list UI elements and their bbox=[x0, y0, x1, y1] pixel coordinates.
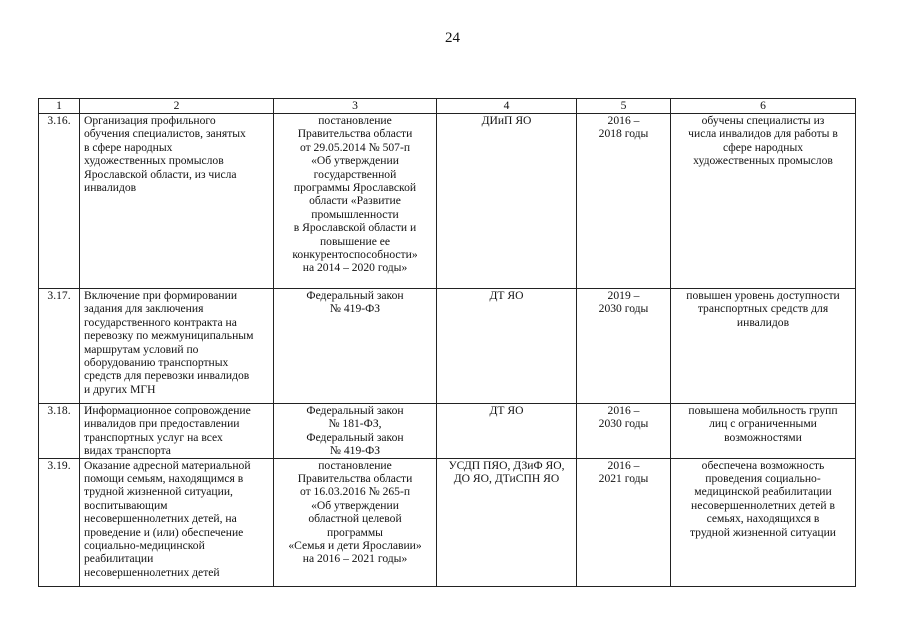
result-line: числа инвалидов для работы в bbox=[688, 127, 838, 141]
executor-cell bbox=[437, 404, 577, 459]
term-line: 2030 годы bbox=[598, 302, 649, 316]
basis-document-cell bbox=[274, 114, 437, 289]
result-line: обеспечена возможность bbox=[701, 458, 825, 472]
basis-document-line: на 2014 – 2020 годы» bbox=[302, 261, 408, 275]
result-line: инвалидов bbox=[736, 315, 790, 329]
basis-document-line: программы bbox=[327, 525, 383, 539]
basis-document-line: Федеральный закон bbox=[306, 404, 404, 417]
result-line: трудной жизненной ситуации bbox=[689, 525, 837, 539]
table-row bbox=[39, 458, 856, 586]
basis-document-line: «Об утверждении bbox=[311, 498, 399, 512]
measure-name-line: задания для заключения bbox=[84, 302, 204, 316]
table-row bbox=[39, 114, 856, 289]
basis-document-line: № 181-ФЗ, bbox=[328, 417, 382, 431]
measure-name-line: перевозку по межмуниципальным bbox=[84, 329, 254, 343]
measure-name-line: транспортных услуг на всех bbox=[84, 430, 223, 444]
measure-name-line: несовершеннолетних детей bbox=[84, 565, 220, 579]
measure-name-cell bbox=[80, 458, 274, 586]
executor-cell bbox=[437, 458, 577, 586]
executor-line: ДИиП ЯО bbox=[481, 114, 532, 127]
row-number: 3.17. bbox=[39, 289, 80, 404]
term-line: 2021 годы bbox=[598, 472, 649, 486]
result-line: повышен уровень доступности bbox=[686, 289, 840, 302]
basis-document-line: Правительства области bbox=[297, 472, 413, 486]
executor-cell bbox=[437, 289, 577, 404]
basis-document-line: «Семья и дети Ярославии» bbox=[288, 539, 422, 553]
column-header-6: 6 bbox=[671, 99, 856, 114]
basis-document-cell bbox=[274, 404, 437, 459]
term-cell bbox=[577, 289, 671, 404]
basis-document-line: постановление bbox=[318, 114, 392, 127]
column-header-3: 3 bbox=[274, 99, 437, 114]
basis-document-line: государственной bbox=[313, 167, 397, 181]
table-row bbox=[39, 289, 856, 404]
result-line: художественных промыслов bbox=[693, 154, 833, 168]
header-row bbox=[39, 99, 856, 114]
measure-name-line: Включение при формировании bbox=[84, 289, 238, 302]
measure-name-line: воспитывающим bbox=[84, 498, 168, 512]
result-cell bbox=[671, 404, 856, 459]
measure-name-line: инвалидов при предоставлении bbox=[84, 417, 240, 431]
measure-name-line: видах транспорта bbox=[84, 444, 171, 458]
measure-name-line: оборудованию транспортных bbox=[84, 356, 229, 370]
measure-name-line: Ярославской области, из числа bbox=[84, 167, 237, 181]
result-line: возможностями bbox=[724, 430, 802, 444]
result-line: лиц с ограниченными bbox=[709, 417, 817, 431]
measure-name-line: помощи семьям, находящимся в bbox=[84, 472, 244, 486]
measure-name-line: Информационное сопровождение bbox=[84, 404, 251, 417]
result-line: сфере народных bbox=[722, 140, 804, 154]
measure-name-line: обучения специалистов, занятых bbox=[84, 127, 246, 141]
term-line: 2019 – bbox=[607, 289, 640, 302]
measure-name-line: социально-медицинской bbox=[84, 539, 205, 553]
measure-name-line: государственного контракта на bbox=[84, 315, 237, 329]
basis-document-line: повышение ее bbox=[319, 234, 391, 248]
result-line: несовершеннолетних детей в bbox=[691, 498, 835, 512]
basis-document-cell bbox=[274, 458, 437, 586]
measure-name-line: трудной жизненной ситуации, bbox=[84, 485, 233, 499]
result-line: медицинской реабилитации bbox=[694, 485, 832, 499]
basis-document-line: от 16.03.2016 № 265-п bbox=[299, 485, 411, 499]
basis-document-line: областной целевой bbox=[308, 512, 402, 526]
table-row bbox=[39, 404, 856, 459]
result-cell bbox=[671, 114, 856, 289]
basis-document-line: промышленности bbox=[311, 207, 399, 221]
column-header-1: 1 bbox=[39, 99, 80, 114]
term-cell bbox=[577, 458, 671, 586]
term-line: 2030 годы bbox=[598, 417, 649, 431]
basis-document-line: в Ярославской области и bbox=[293, 221, 417, 235]
executor-line: ДТ ЯО bbox=[489, 289, 524, 302]
term-cell bbox=[577, 114, 671, 289]
result-cell bbox=[671, 458, 856, 586]
executor-cell bbox=[437, 114, 577, 289]
executor-line: УСДП ПЯО, ДЗиФ ЯО, bbox=[448, 458, 565, 472]
result-cell bbox=[671, 289, 856, 404]
result-line: семьях, находящихся в bbox=[706, 512, 820, 526]
measures-table bbox=[38, 98, 856, 587]
term-line: 2018 годы bbox=[598, 127, 649, 141]
measure-name-line: проведение и (или) обеспечение bbox=[84, 525, 244, 539]
basis-document-line: программы Ярославской bbox=[293, 181, 417, 195]
measure-name-line: несовершеннолетних детей, на bbox=[84, 512, 237, 526]
term-cell bbox=[577, 404, 671, 459]
basis-document-cell bbox=[274, 289, 437, 404]
basis-document-line: Правительства области bbox=[297, 127, 413, 141]
measure-name-cell bbox=[80, 404, 274, 459]
basis-document-line: «Об утверждении bbox=[311, 154, 399, 168]
basis-document-line: № 419-ФЗ bbox=[329, 444, 381, 458]
measure-name-cell bbox=[80, 114, 274, 289]
column-header-5: 5 bbox=[577, 99, 671, 114]
measure-name-line: Оказание адресной материальной bbox=[84, 458, 251, 472]
row-number: 3.18. bbox=[39, 404, 80, 459]
measure-name-line: художественных промыслов bbox=[84, 154, 224, 168]
basis-document-line: Федеральный закон bbox=[306, 430, 404, 444]
column-header-4: 4 bbox=[437, 99, 577, 114]
measure-name-line: реабилитации bbox=[84, 552, 154, 566]
measure-name-line: средств для перевозки инвалидов bbox=[84, 369, 250, 383]
executor-line: ДТ ЯО bbox=[489, 404, 524, 417]
basis-document-line: конкурентоспособности» bbox=[292, 248, 418, 262]
basis-document-line: постановление bbox=[318, 458, 392, 472]
measure-name-cell bbox=[80, 289, 274, 404]
measure-name-line: инвалидов bbox=[84, 181, 137, 195]
result-line: проведения социально- bbox=[705, 472, 821, 486]
column-header-2: 2 bbox=[80, 99, 274, 114]
basis-document-line: области «Развитие bbox=[309, 194, 401, 208]
result-line: обучены специалисты из bbox=[701, 114, 825, 127]
basis-document-line: № 419-ФЗ bbox=[329, 302, 381, 316]
result-line: повышена мобильность групп bbox=[688, 404, 838, 417]
measure-name-line: Организация профильного bbox=[84, 114, 216, 127]
executor-line: ДО ЯО, ДТиСПН ЯО bbox=[453, 472, 560, 486]
basis-document-line: от 29.05.2014 № 507-п bbox=[299, 140, 411, 154]
page-number: 24 bbox=[445, 30, 460, 46]
measure-name-line: маршрутам условий по bbox=[84, 342, 199, 356]
measure-name-line: в сфере народных bbox=[84, 140, 173, 154]
row-number: 3.16. bbox=[39, 114, 80, 289]
term-line: 2016 – bbox=[607, 404, 640, 417]
basis-document-line: на 2016 – 2021 годы» bbox=[302, 552, 408, 566]
row-number: 3.19. bbox=[39, 458, 80, 586]
term-line: 2016 – bbox=[607, 458, 640, 472]
result-line: транспортных средств для bbox=[697, 302, 829, 316]
basis-document-line: Федеральный закон bbox=[306, 289, 404, 302]
term-line: 2016 – bbox=[607, 114, 640, 127]
measure-name-line: и других МГН bbox=[84, 382, 156, 396]
